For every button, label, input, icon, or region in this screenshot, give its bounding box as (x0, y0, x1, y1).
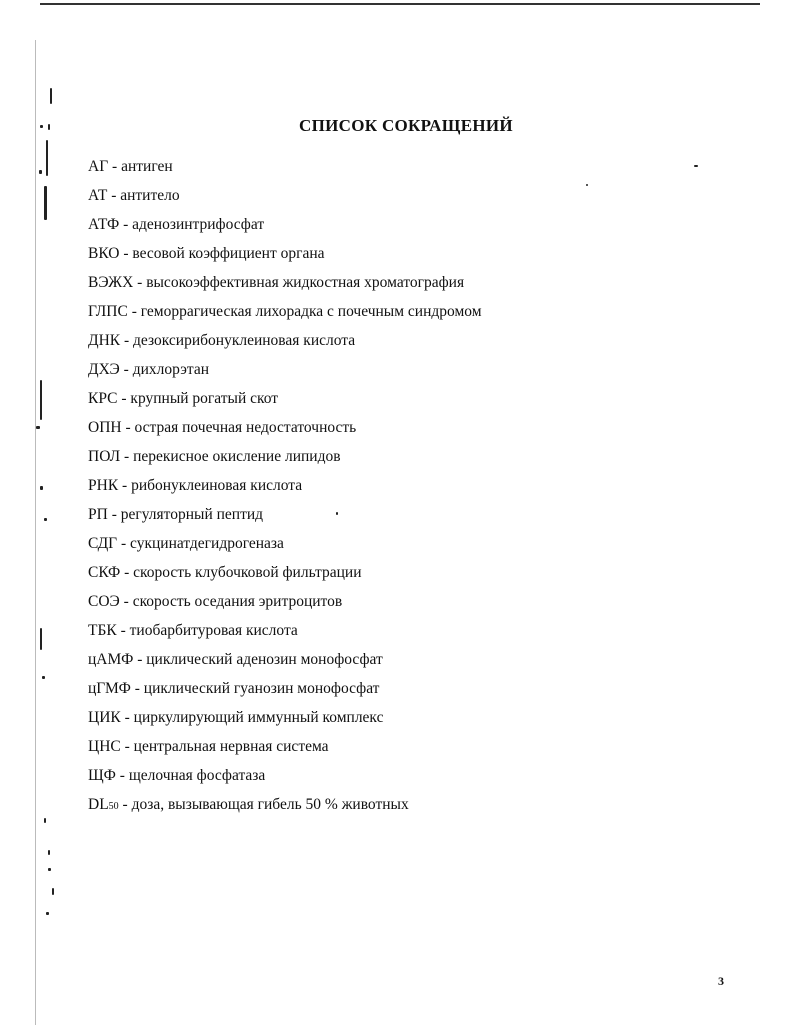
abbreviation-definition: геморрагическая лихорадка с почечным синдромом (140, 303, 482, 320)
entry-separator: - (119, 593, 133, 610)
abbreviation-entry (88, 300, 482, 329)
abbreviation-term: ВЭЖХ (88, 274, 134, 291)
entry-separator: - (120, 332, 134, 349)
abbreviation-term: СДГ (88, 535, 118, 552)
entry-separator: - (118, 477, 132, 494)
abbreviation-term: ГЛПС (88, 303, 128, 320)
abbreviation-term: ЦНС (88, 738, 121, 755)
page-title: СПИСОК СОКРАЩЕНИЙ (299, 116, 513, 135)
entry-separator: - (133, 651, 147, 668)
abbreviation-term: ДХЭ (88, 361, 120, 378)
abbreviation-definition: циркулирующий иммунный комплекс (133, 709, 384, 726)
abbreviation-term: АТ (88, 187, 108, 204)
abbreviation-entry (88, 706, 482, 735)
abbreviation-definition: дезоксирибонуклеиновая кислота (133, 332, 356, 349)
abbreviation-entry (88, 561, 482, 590)
abbreviation-term: ОПН (88, 419, 122, 436)
abbreviation-entry (88, 474, 482, 503)
abbreviation-subscript: 50 (108, 801, 119, 812)
abbreviation-entry (88, 184, 482, 213)
abbreviation-entry (88, 242, 482, 271)
abbreviation-term: СКФ (88, 564, 121, 581)
abbreviation-definition: скорость клубочковой фильтрации (133, 564, 362, 581)
entry-separator: - (127, 303, 141, 320)
abbreviation-entry (88, 764, 482, 793)
abbreviation-term: цАМФ (88, 651, 134, 668)
entry-separator: - (115, 767, 129, 784)
abbreviation-definition: скорость оседания эритроцитов (132, 593, 343, 610)
abbreviation-definition: тиобарбитуровая кислота (129, 622, 298, 639)
abbreviation-definition: острая почечная недостаточность (134, 419, 357, 436)
entry-separator: - (107, 506, 121, 523)
abbreviation-term: КРС (88, 390, 118, 407)
entry-separator: - (120, 738, 134, 755)
abbreviation-entry (88, 532, 482, 561)
abbreviation-term: цГМФ (88, 680, 131, 697)
abbreviation-definition: антиген (121, 158, 173, 175)
abbreviation-term: ЦИК (88, 709, 121, 726)
abbreviation-term: ЩФ (88, 767, 116, 784)
abbreviation-definition: циклический аденозин монофосфат (146, 651, 383, 668)
abbreviation-definition: крупный рогатый скот (130, 390, 279, 407)
abbreviation-term: ПОЛ (88, 448, 121, 465)
entry-separator: - (116, 622, 130, 639)
abbreviation-term: DL (88, 796, 109, 813)
abbreviation-entry (88, 271, 482, 300)
abbreviation-definition: сукцинатдегидрогеназа (130, 535, 284, 552)
abbreviation-entry (88, 619, 482, 648)
entry-separator: - (120, 564, 134, 581)
entry-separator: - (119, 245, 133, 262)
abbreviation-term: ВКО (88, 245, 120, 262)
abbreviation-entry (88, 213, 482, 242)
abbreviation-definition: весовой коэффициент органа (132, 245, 325, 262)
abbreviation-entry (88, 155, 482, 184)
abbreviation-definition: дихлорэтан (132, 361, 210, 378)
abbreviation-entry (88, 590, 482, 619)
entry-separator: - (120, 709, 134, 726)
abbreviation-entry (88, 735, 482, 764)
abbreviation-definition: регуляторный пептид (120, 506, 264, 523)
entry-separator: - (130, 680, 144, 697)
left-scan-edge (35, 40, 36, 1025)
entry-separator: - (121, 419, 135, 436)
abbreviation-definition: антитело (120, 187, 180, 204)
abbreviation-definition: щелочная фосфатаза (128, 767, 266, 784)
abbreviation-definition: аденозинтрифосфат (132, 216, 265, 233)
abbreviation-entry (88, 648, 482, 677)
entry-separator: - (118, 796, 132, 813)
abbreviation-definition: рибонуклеиновая кислота (131, 477, 303, 494)
abbreviation-definition: циклический гуанозин монофосфат (143, 680, 380, 697)
entry-separator: - (133, 274, 147, 291)
abbreviation-term: АГ (88, 158, 109, 175)
abbreviation-definition: высокоэффективная жидкостная хроматография (146, 274, 465, 291)
entry-separator: - (117, 535, 131, 552)
abbreviation-term: РНК (88, 477, 119, 494)
abbreviation-entry (88, 503, 482, 532)
entry-separator: - (108, 158, 122, 175)
abbreviation-list (88, 155, 482, 822)
abbreviation-entry (88, 445, 482, 474)
entry-separator: - (119, 361, 133, 378)
abbreviation-term: ДНК (88, 332, 121, 349)
entry-separator: - (117, 390, 131, 407)
abbreviation-entry (88, 329, 482, 358)
page-number: 3 (718, 974, 724, 988)
abbreviation-definition: центральная нервная система (133, 738, 329, 755)
entry-separator: - (120, 448, 134, 465)
abbreviation-entry (88, 677, 482, 706)
abbreviation-entry (88, 387, 482, 416)
abbreviation-entry (88, 416, 482, 445)
abbreviation-term: ТБК (88, 622, 117, 639)
abbreviation-definition: перекисное окисление липидов (133, 448, 341, 465)
abbreviation-term: АТФ (88, 216, 120, 233)
entry-separator: - (107, 187, 121, 204)
abbreviation-entry (88, 358, 482, 387)
abbreviation-definition: доза, вызывающая гибель 50 % животных (131, 796, 409, 813)
top-border-line (40, 3, 760, 5)
abbreviation-term: СОЭ (88, 593, 120, 610)
abbreviation-term: РП (88, 506, 108, 523)
abbreviation-entry-dl50 (88, 793, 482, 822)
entry-separator: - (119, 216, 133, 233)
